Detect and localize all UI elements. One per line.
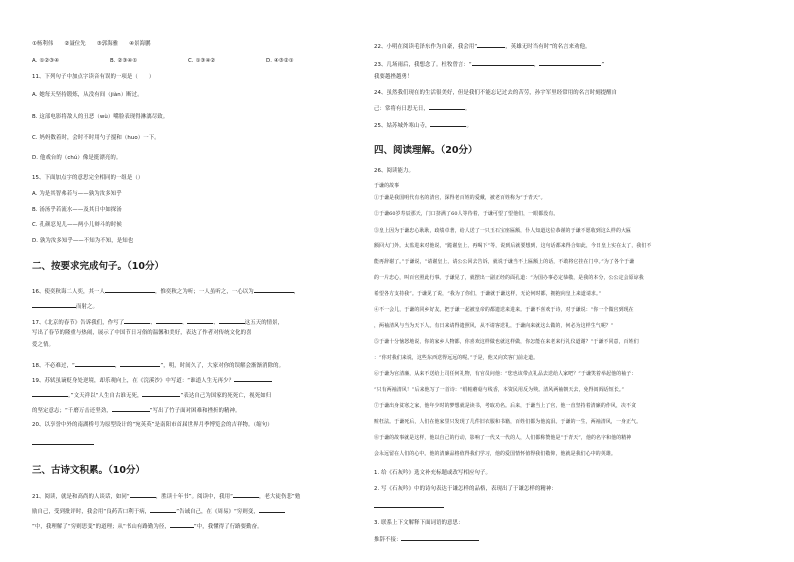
passage-line: ⑤于谦十分恼怒地说，你的家乡人物都，你喜欢这样做也就这样做，你怎能在来老来行礼仪道谢？”于谦不同意，百姓们 (374, 339, 639, 345)
passage-line: ⑦于谦出身贫寒之家，他年少时的梦想就是读书，考取功名。后来，于谦当上了官，他一直坚持着清廉的作风，决不贪 (374, 403, 637, 409)
q11-stem: 11、下列句子中加点字读音有误的一项是（ ） (32, 74, 155, 80)
q21-line3: ”中，我理解了“穷则思变”的道理；从“书山有路勤为径， ”中，我懂得了行路要勤奋。 (32, 524, 263, 530)
passage-line: ②于谦60岁寿辰那天，门口挤满了60人等待着，于谦可望了望他们，一眼都没有。 (374, 211, 559, 217)
passage-line: ⑧于谦的故事就是这样，他以自己的行动，影响了一代又一代的人，人们都称赞他是“于青天”，他的名字和他的精神 (374, 435, 632, 441)
passage-line: 会永远留在人们的心中。他的清廉品格值得我们学习，他的爱国情怀值得我们敬仰，他就是我们心中的英雄。 (374, 451, 616, 457)
q18-line: 18、不必难过，“ ， ”，明，时间久了，大家对你的误解会渐渐消除的。 (32, 363, 285, 369)
q15-option-c: C. 孔颜忍见儿——两小儿辩斗的时候 (32, 222, 122, 228)
q16-blank-2[interactable] (254, 287, 294, 293)
reading-q3-word-line: 推辞不接： (374, 535, 479, 544)
q16-line1: 16、使奕秋诲二人奕，其一人 ，惟奕秋之为听；一人虽听之，一心以为 ， (32, 289, 300, 295)
q24-line2: 己：常将有日思无日， 。 (374, 106, 471, 112)
reading-q3: 3. 联系上下文解释下面词语的意思： (374, 520, 464, 526)
q21-blank-3[interactable] (150, 507, 176, 513)
passage-line: ，两袖清风与当为天下人。有日来请得遗照风，从不请客送礼，于谦向来就这么做的，何必为这样生气呢？” (374, 323, 614, 329)
reading-q2-answer-line[interactable] (374, 507, 444, 508)
passage-line: 希望各方支持我”。于谦见了说，“我为了你们，于谦就于谦这样，无论何时都，拥抱向皇上来道请求。” (374, 291, 602, 297)
passage-line: 赃枉法。于谦死后，人们在他家里只发现了几件旧衣服和书籍，百姓们都为他流泪。于谦的一生，两袖清风，一身正气。 (374, 419, 642, 425)
reading-q3-blank[interactable] (401, 535, 479, 541)
reading-q1: 1. 给《石灰吟》选文补充标题或改写相应句子。 (374, 470, 491, 476)
q21-line2: 励自己，受到批评时，我会用“良药苦口利于病， ”告诫自己，在《周易》“穷则变， (32, 507, 285, 516)
left-column (32, 0, 384, 562)
q21-blank-5[interactable] (170, 522, 194, 528)
q16-blank-3[interactable] (32, 302, 76, 308)
q16-line2: 而射之。 (32, 302, 98, 311)
q19-blank-3[interactable] (142, 391, 180, 397)
q22-blank[interactable] (477, 42, 505, 48)
q17-line3: 爱之情。 (32, 342, 54, 348)
q19-blank-1[interactable] (234, 376, 272, 382)
q23-blank-1[interactable] (472, 60, 534, 66)
passage-line: ③皇上因为于谦忠心耿耿，政绩卓著，给人送了一只玉石宝座匾额，仆人知道这位恭谨的于谦不愿收到这么样的大匾 (374, 228, 632, 234)
passage-title: 于谦的故事 (374, 183, 400, 189)
q18-blank-1[interactable] (75, 361, 115, 367)
q23-line1: 23、几场雨后，我想念了。杜牧曾言：“ ， ” (374, 62, 605, 68)
passage-line: 额回大门外。太监进来对他说，“跪谢皇上，再喝下”等，说到后就要想到，这句话都来得合如此，今日皇上实在太了，我们不 (374, 243, 652, 249)
q23-blank-2[interactable] (539, 60, 601, 66)
q19-blank-2[interactable] (32, 391, 68, 397)
q21-blank-2[interactable] (233, 492, 259, 498)
q22-line: 22、小明在阅读毛泽东作为自豪，我会用“ ，英雄无时当有时”的名言来劝他。 (374, 44, 591, 50)
q17-line2: 写出了春节的隆重与热闹，展示了中国节日习俗的温馨和美好，表达了作者对传统文化的喜 (32, 330, 252, 336)
right-column (374, 0, 766, 562)
q20-line: 20、以享誉中外的南湖桥号为原型设计的“宛英英”是南阳市首届世界月季博览会的吉祥物。（缩句） (32, 422, 273, 428)
q17-blank-1[interactable] (124, 318, 150, 324)
reading-q2: 2. 写《石灰吟》中的诗句表达于谦怎样的品格，表现出了于谦怎样的精神： (374, 486, 557, 492)
q26-label: 26、阅读能力。 (374, 168, 415, 174)
q11-option-b: B. 这部电影将敌人的丑恶（wù）嘴脸表现得淋漓尽致。 (32, 114, 169, 120)
passage-line: ①于谦是我国明代有名的清官，深得老百姓的爱戴，被老百姓称为“于青天”。 (374, 195, 546, 201)
q19-line3: 的坚定意志；“千磨万击还坚劲， ”写出了竹子面对困难和挫折的精神。 (32, 408, 241, 414)
q17-blank-4[interactable] (219, 318, 245, 324)
q10-choice-c: C. ①③④② (188, 58, 216, 64)
q21-blank-1[interactable] (130, 492, 156, 498)
q24-blank[interactable] (429, 104, 465, 110)
section4-title: 四、阅读理解。（20分） (374, 145, 478, 156)
q17-blank-2[interactable] (156, 318, 182, 324)
q16-blank-1[interactable] (105, 287, 155, 293)
passage-line: “只有两袖清风！”后来他写了一首诗：“绢帕蘑菇与线香，本资民用反为殃。清风两袖朝天去，免得闾阎话短长。” (374, 387, 625, 393)
q10-choice-a: A. ①②③④ (32, 58, 60, 64)
q17-line1: 17、《北京的春节》告诉我们，作写了 、 、 、 这五天的情景， (32, 320, 284, 326)
q15-option-b: B. 汤汤乎若流水——及其日中如探汤 (32, 207, 122, 213)
passage-line: ：“你对我们来说，这些东西送得远远的呢。”于是，他又向宾客门前走道。 (374, 355, 539, 361)
q11-option-a: A. 她每天坚持锻炼，从没有间（jiàn）断过。 (32, 92, 143, 98)
q19-blank-4[interactable] (112, 406, 150, 412)
q11-option-d: D. 他戏台的（chú）像是挺漂亮的。 (32, 155, 122, 161)
q10-choice-d: D. ④③②① (266, 58, 294, 64)
q18-blank-2[interactable] (120, 361, 160, 367)
q23-line2: 我要越挫越勇！ (374, 74, 413, 80)
q15-option-a: A. 为是其智弗若与——孰为汝多知乎 (32, 191, 122, 197)
passage-line: ④不一会儿，于谦的同乡好友。把于谦一起被皇帝的都遗送来进来。于谦不喜欢于诗，对于谦说：“你一个做官到现在 (374, 307, 634, 313)
section3-title: 三、古诗文积累。（10分） (32, 465, 145, 476)
q20-answer-line[interactable] (32, 444, 94, 445)
passage-line: 能再辞谢了。”于谦说，“请谢皇上，请公公回去告诉，就说于谦当不上匾额上的话，不敢将它挂在门中。”为了各个于谦 (374, 259, 635, 265)
q10-choice-b: B. ②③④① (110, 58, 138, 64)
q25-line: 25、姑苏城外寒山寺， 。 (374, 123, 472, 129)
q17-blank-3[interactable] (187, 318, 213, 324)
section2-title: 二、按要求完成句子。（10分） (32, 261, 164, 272)
q10-choices (32, 58, 294, 65)
passage-line: ⑥于谦为官清廉，从来不送给上司任何礼物，有官员问他：“您也该带点礼品去送给人家吧？”于谦笑着举起他的袖子： (374, 371, 637, 377)
q21-blank-4[interactable] (259, 507, 285, 513)
q15-option-d: D. 孰为汝多知乎——不知为不知，是知也 (32, 238, 134, 244)
q10-options-line: ①杨利伟 ②聂位先 ③郭海雅 ④景海鹏 (32, 41, 151, 47)
passage-line: 的一片忠心，叫百官照此行事。于谦见了，就摆出一副正经的面孔道：“为国办事必定恭敬，是我的本分，公公定会原谅我 (374, 275, 644, 281)
q15-stem: 15、下面加点字的意思完全相同的一组是（） (32, 175, 144, 181)
q11-option-c: C. 妈妈数着时，会时不时用勺子搅和（huo）一下。 (32, 135, 160, 141)
q21-line1: 21、阅读，就是和高尚的人谈话，如同“ ，胜读十年书”。阅读中，我用“ ，老大徒伤悲”勉 (32, 494, 301, 500)
q24-line1: 24、虽然我们现在的生活很美好，但是我们不能忘记过去的苦劳，孙宇军里经常用的名言时刻提醒自 (374, 90, 618, 96)
q19-line1: 19、苏轼虽谪贬身处逆境，却乐观向上，在《浣溪沙》中写道：“谁道人生无再少？ (32, 376, 272, 385)
q19-line2: 。”文天祥以“人生自古谁无死， ”表达自己为国家的死死亡，视死如归 (32, 391, 271, 400)
q25-blank[interactable] (430, 121, 466, 127)
